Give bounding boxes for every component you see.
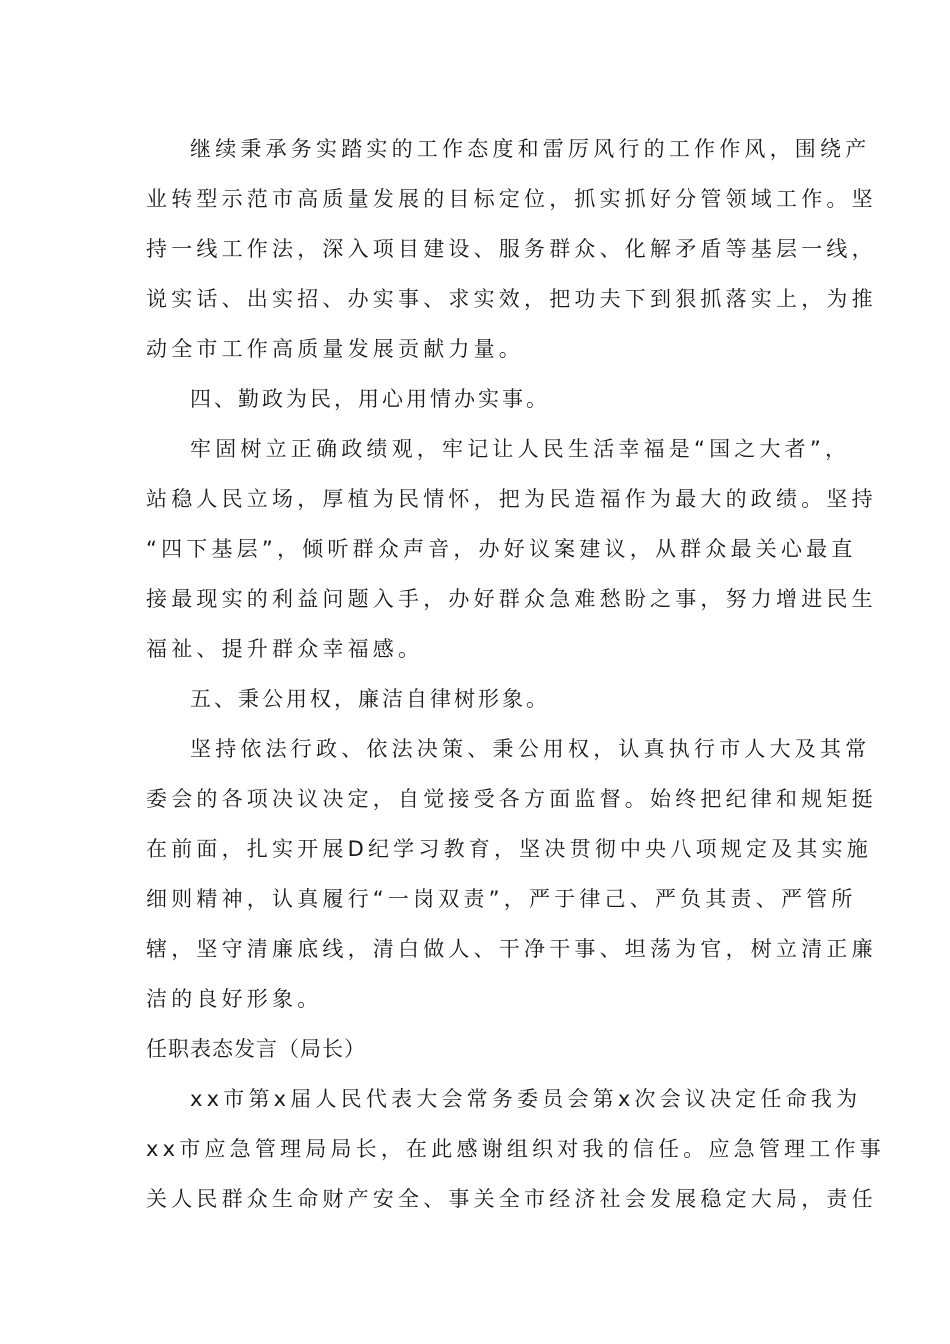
section-title: 任职表态发言（局长） bbox=[146, 1037, 366, 1061]
paragraph-4-line-1: xx市第x届人民代表大会常务委员会第x次会议决定任命我为 bbox=[190, 1087, 862, 1111]
paragraph-2-line-5: 福祉、提升群众幸福感。 bbox=[146, 637, 424, 661]
paragraph-4-line-3: 关人民群众生命财产安全、事关全市经济社会发展稳定大局，责任 bbox=[146, 1187, 877, 1211]
section-heading-4: 四、勤政为民，用心用情办实事。 bbox=[190, 387, 550, 411]
paragraph-1-line-2: 业转型示范市高质量发展的目标定位，抓实抓好分管领域工作。坚 bbox=[146, 187, 877, 211]
paragraph-3-line-1: 坚持依法行政、依法决策、秉公用权，认真执行市人大及其常 bbox=[190, 737, 871, 761]
paragraph-1-line-3: 持一线工作法，深入项目建设、服务群众、化解矛盾等基层一线， bbox=[146, 237, 877, 261]
paragraph-2-line-3: “四下基层”，倾听群众声音，办好议案建议，从群众最关心最直 bbox=[146, 537, 857, 561]
paragraph-2-line-4: 接最现实的利益问题入手，办好群众急难愁盼之事，努力增进民生 bbox=[146, 587, 877, 611]
paragraph-4-line-2: xx市应急管理局局长，在此感谢组织对我的信任。应急管理工作事 bbox=[146, 1137, 885, 1161]
paragraph-2-line-1: 牢固树立正确政绩观，牢记让人民生活幸福是“国之大者”， bbox=[190, 437, 851, 461]
paragraph-1-line-5: 动全市工作高质量发展贡献力量。 bbox=[146, 337, 524, 361]
paragraph-2-line-2: 站稳人民立场，厚植为民情怀，把为民造福作为最大的政绩。坚持 bbox=[146, 487, 877, 511]
paragraph-3-line-5: 辖，坚守清廉底线，清白做人、干净干事、坦荡为官，树立清正廉 bbox=[146, 937, 877, 961]
paragraph-3-line-4: 细则精神，认真履行“一岗双责”，严于律己、严负其责、严管所 bbox=[146, 887, 857, 911]
paragraph-1-line-1: 继续秉承务实踏实的工作态度和雷厉风行的工作作风，围绕产 bbox=[190, 137, 871, 161]
paragraph-1-line-4: 说实话、出实招、办实事、求实效，把功夫下到狠抓落实上，为推 bbox=[146, 287, 877, 311]
paragraph-3-line-2: 委会的各项决议决定，自觉接受各方面监督。始终把纪律和规矩挺 bbox=[146, 787, 877, 811]
section-heading-5: 五、秉公用权，廉洁自律树形象。 bbox=[190, 687, 550, 711]
paragraph-3-line-6: 洁的良好形象。 bbox=[146, 987, 323, 1011]
paragraph-3-line-3: 在前面，扎实开展D纪学习教育，坚决贯彻中央八项规定及其实施 bbox=[146, 837, 872, 861]
